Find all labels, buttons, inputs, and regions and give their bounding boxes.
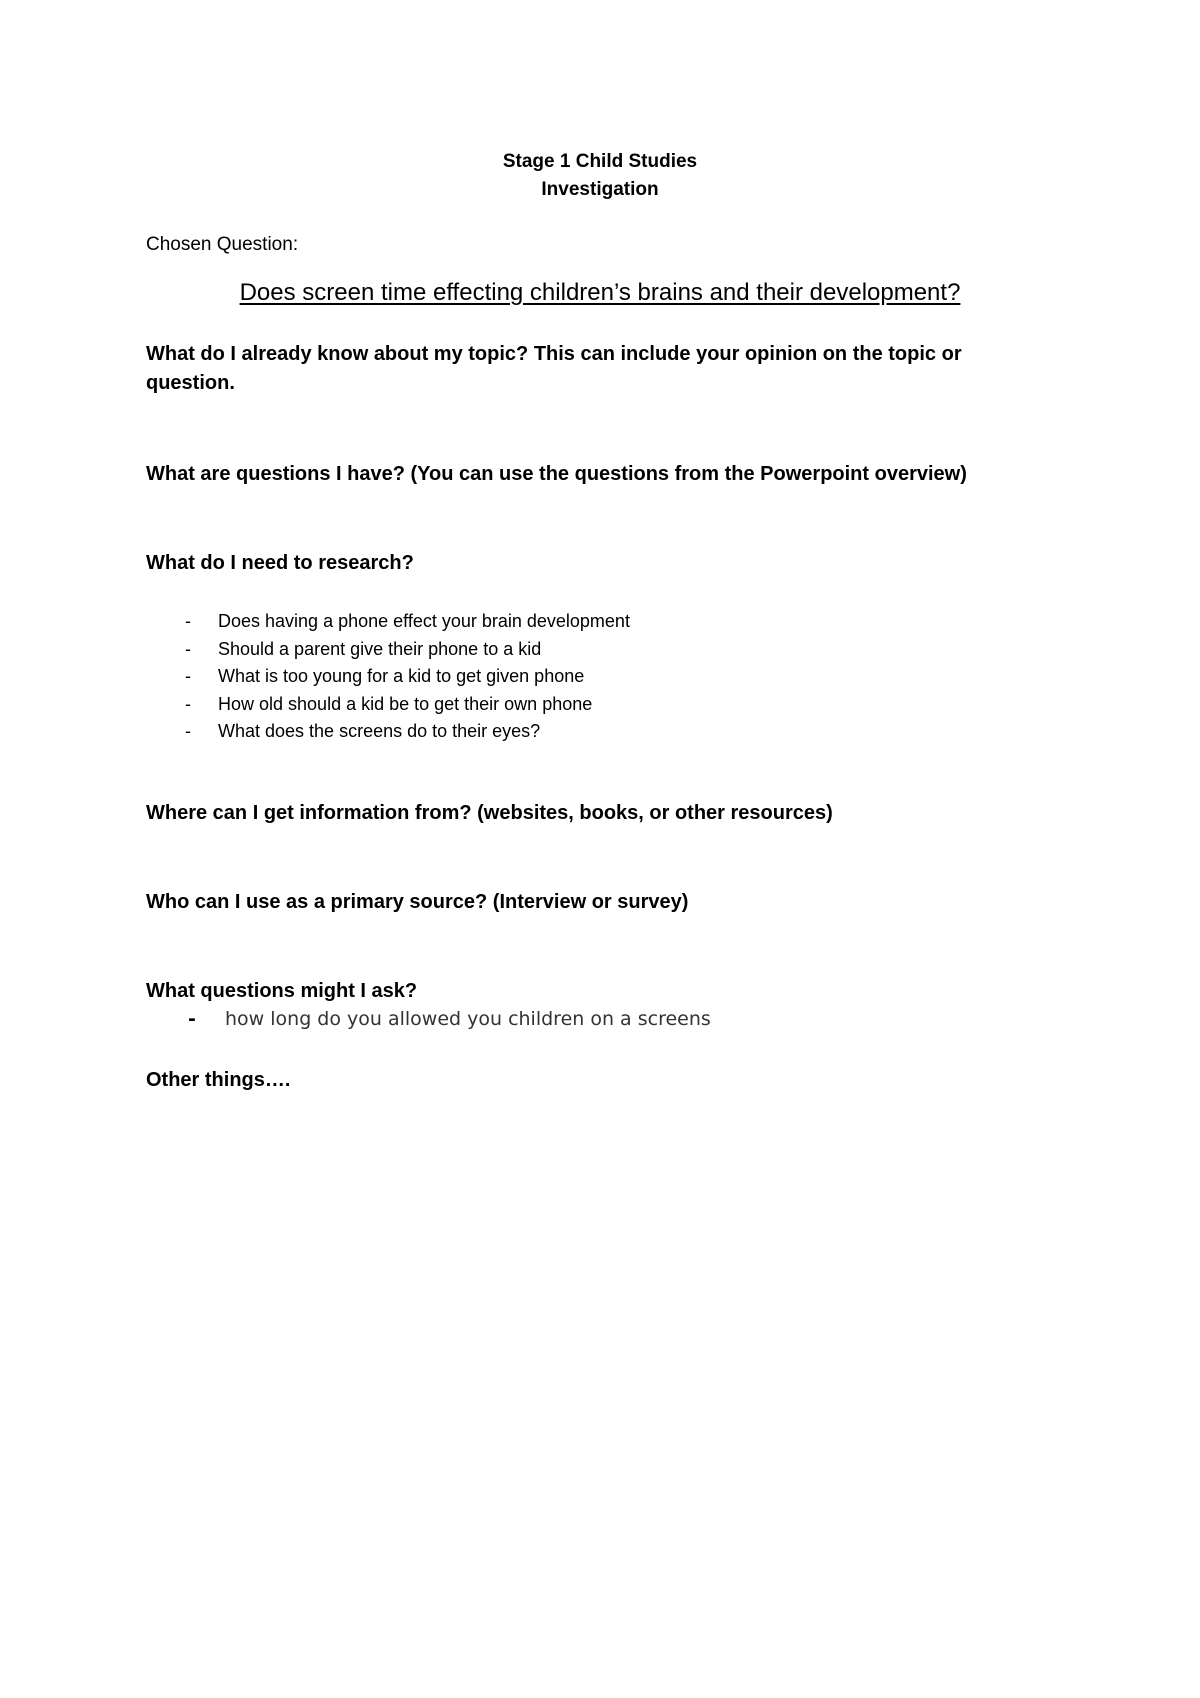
bullet-dash: - xyxy=(185,693,191,714)
heading-other-things: Other things…. xyxy=(146,1069,291,1091)
bullet-dash: - xyxy=(185,721,191,741)
list-item xyxy=(188,1005,711,1033)
list-item xyxy=(185,691,630,719)
title-line-investigation: Investigation xyxy=(541,179,659,200)
list-item xyxy=(185,718,630,746)
list-item xyxy=(185,663,630,691)
heading-primary-source: Who can I use as a primary source? (Interview or survey) xyxy=(146,891,689,913)
list-item xyxy=(185,608,630,636)
research-item-text: How old should a kid be to get their own phone xyxy=(218,693,593,714)
document-title xyxy=(0,148,1200,204)
ask-list xyxy=(188,1005,711,1033)
title-line-course: Stage 1 Child Studies xyxy=(502,151,698,172)
bullet-dash: - xyxy=(188,1008,196,1030)
research-item-text: What does the screens do to their eyes? xyxy=(218,721,541,741)
research-list xyxy=(185,608,630,746)
bullet-dash: - xyxy=(185,638,191,659)
bullet-dash: - xyxy=(185,666,191,686)
bullet-dash: - xyxy=(185,611,191,631)
research-item-text: Does having a phone effect your brain development xyxy=(218,611,630,631)
chosen-question-text: Does screen time effecting children’s brains and their development? xyxy=(239,279,961,306)
research-item-text: Should a parent give their phone to a kid xyxy=(218,638,542,659)
research-item-text: What is too young for a kid to get given phone xyxy=(218,666,585,686)
heading-questions-have: What are questions I have? (You can use the questions from the Powerpoint overview) xyxy=(146,463,967,485)
heading-where-info: Where can I get information from? (websites, books, or other resources) xyxy=(146,802,833,824)
heading-might-ask: What questions might I ask? xyxy=(146,980,418,1002)
chosen-question-label: Chosen Question: xyxy=(146,234,299,255)
heading-already-know: What do I already know about my topic? This can include your opinion on the topic or question. xyxy=(146,343,962,394)
heading-need-research: What do I need to research? xyxy=(146,552,414,574)
list-item xyxy=(185,636,630,664)
ask-item-text: how long do you allowed you children on a screens xyxy=(225,1008,711,1030)
